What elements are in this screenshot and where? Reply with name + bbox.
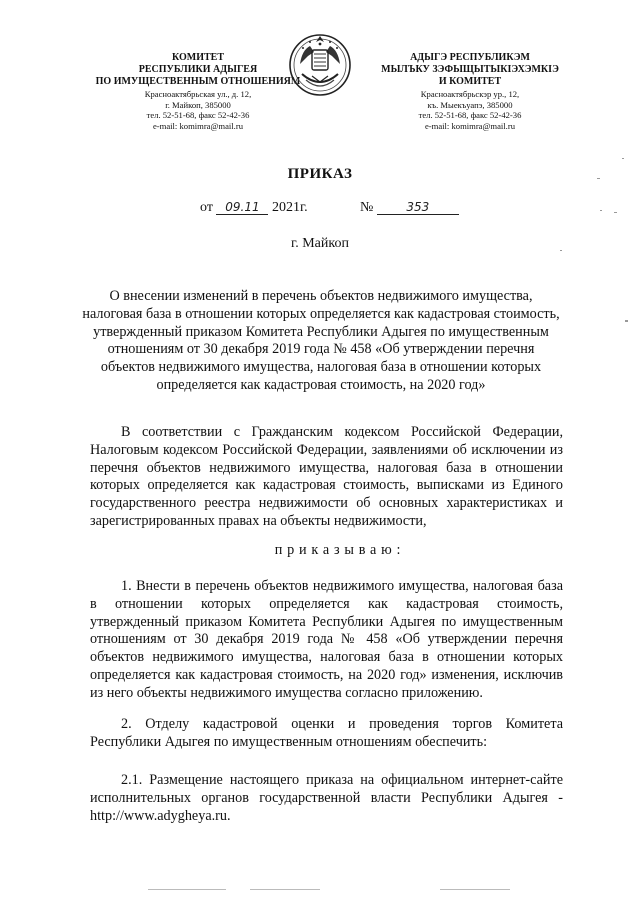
- city-line: г. Майкоп, 385000: [165, 99, 231, 110]
- speck: [597, 178, 600, 179]
- committee-name-line: ПО ИМУЩЕСТВЕННЫМ ОТНОШЕНИЯМ: [95, 76, 301, 87]
- committee-name-line: И КОМИТЕТ: [438, 76, 502, 87]
- committee-contacts-ru: [82, 89, 314, 131]
- committee-name-line: МЫЛЪКУ ЗЭФЫЩЫТЫКIЭХЭМКIЭ: [381, 64, 559, 75]
- speck: [622, 158, 624, 159]
- order-subject: О внесении изменений в перечень объектов недвижимого имущества, налоговая база в отношении которых определяется как кадастровая стоимость, утвержденный приказом Комитета Республики Адыгея по имущественным отношениям от 30 декабря 2019 года № 458 «Об утверждении перечня объектов недвижимого имущества, налоговая база в отношении которых определяется как кадастровая стоимость, на 2020 год»: [82, 288, 560, 393]
- speck: [560, 250, 562, 251]
- date-prefix: от: [200, 200, 213, 215]
- order-item-1: 1. Внести в перечень объектов недвижимого имущества, налоговая база в отношении которых определяется как кадастровая стоимость, утвержденный приказом Комитета Республики Адыгея по имущественным отношениям от 30 декабря 2019 года № 458 «Об утверждении перечня объектов недвижимого имущества, налоговая база в отношении которых определяется как кадастровая стоимость, на 2020 год» изменения, исключив из него объекты недвижимого имущества согласно приложению.: [90, 578, 563, 701]
- handwritten-date: 09.11: [216, 201, 268, 215]
- address-line: Красноактябрьскэр ур., 12,: [420, 89, 520, 99]
- scan-rule: [250, 889, 320, 890]
- scan-rule: [148, 889, 226, 890]
- email-line: e-mail: komimra@mail.ru: [424, 120, 515, 131]
- date-year: 2021г.: [271, 200, 308, 215]
- legal-basis-paragraph: В соответствии с Гражданским кодексом Российской Федерации, Налоговым кодексом Российской Федерации, заявлениями об исключении из перечня объектов недвижимого имущества, налоговая база в отношении которых определяется как кадастровая стоимость, выписками из Единого государственного реестра недвижимости об основных характеристиках и зарегистрированных правах на объекты недвижимости,: [90, 424, 563, 529]
- header-left-block: [82, 52, 314, 131]
- order-item-2-1: 2.1. Размещение настоящего приказа на официальном интернет-сайте исполнительных органов государственной власти Республики Адыгея - http://www.adygheya.ru.: [90, 772, 563, 824]
- committee-name-line: КОМИТЕТ: [171, 52, 224, 63]
- committee-contacts-ady: [360, 89, 580, 131]
- document-title: ПРИКАЗ: [287, 166, 353, 182]
- phone-line: тел. 52-51-68, факс 52-42-36: [146, 110, 250, 120]
- order-date: [200, 200, 308, 216]
- header-right-block: [360, 52, 580, 131]
- handwritten-number: 353: [377, 201, 459, 215]
- committee-name-line: РЕСПУБЛИКИ АДЫГЕЯ: [138, 64, 258, 75]
- committee-name-ru: [82, 52, 314, 88]
- number-sign: №: [360, 200, 374, 215]
- email-line: e-mail: komimra@mail.ru: [152, 120, 243, 131]
- speck: [600, 210, 602, 211]
- phone-line: тел. 52-51-68, факс 52-42-36: [418, 110, 522, 120]
- speck: [614, 212, 617, 213]
- committee-name-ady: [360, 52, 580, 88]
- address-line: Красноактябрьская ул., д. 12,: [144, 89, 252, 99]
- order-word: приказываю:: [274, 542, 406, 558]
- city-line: къ. Мыекъуапэ, 385000: [427, 99, 513, 110]
- order-item-2: 2. Отделу кадастровой оценки и проведения торгов Комитета Республики Адыгея по имущественным отношениям обеспечить:: [90, 716, 563, 750]
- coat-of-arms-icon: [288, 30, 352, 100]
- issue-city: г. Майкоп: [291, 236, 349, 251]
- scan-rule: [440, 889, 510, 890]
- order-number: [360, 200, 459, 216]
- committee-name-line: АДЫГЭ РЕСПУБЛИКЭМ: [410, 52, 530, 63]
- speck: [625, 320, 628, 322]
